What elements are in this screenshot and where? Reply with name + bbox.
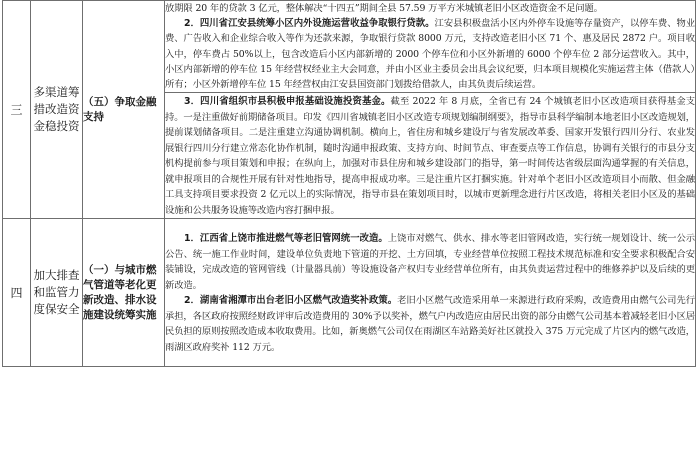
table-row-4	[3, 219, 696, 367]
row-4-case-2-text: 老旧小区燃气改造采用单一来源进行政府采购，改造费用由燃气公司先行承担，各区政府按照经财政评审后改造费用的 30%予以奖补，燃气户内改造应由居民出资的部分由燃气公司基本着减轻老旧小区居民负担的原则按照改造成本收取费用。比如，新奥燃气公司仅在雨湖区车站路美好社区就投入 375 万元完成了片区内的燃气改造，雨湖区政府奖补 112 万元。	[165, 295, 695, 353]
row-3-case-2-lead: 2．四川省江安县统筹小区内外设施运营收益争取银行贷款。	[184, 18, 435, 30]
row-4-case-1-lead: 1．江西省上饶市推进燃气等老旧管网统一改造。	[184, 233, 388, 245]
row-3-case-2-paragraph	[165, 16, 695, 92]
row-number-4: 四	[3, 219, 31, 367]
row-3-continuation-text: 放期限 20 年的贷款 3 亿元，整体解决“十四五”期间全县 57.59 万平方米城镇老旧小区改造资金不足问题。	[165, 3, 603, 14]
row-subcategory-3: （五）争取金融支持	[83, 1, 165, 219]
row-4-case-1-paragraph	[165, 231, 695, 293]
row-4-case-1-text: 上饶市对燃气、供水、排水等老旧管网改造，实行统一规划设计、统一公示公告、统一施工作业时间，建设单位负责地下管道的开挖、土方回填，专业经营单位按照工程技术规范标准和安全要求积极配合安装铺设，完成改造的管网管线（计量器具前）等设施设备产权归专业经营单位所有，由其负责运营过程中的维修养护以及后续的更新改造。	[165, 233, 695, 291]
row-4-case-2-paragraph	[165, 293, 695, 355]
row-number-3: 三	[3, 1, 31, 219]
row-3-case-3-text: 截至 2022 年 8 月底，全省已有 24 个城镇老旧小区改造项目获得基金支持。一是注重做好前期储备项目。印发《四川省城镇老旧小区改造专项规划编制纲要》，指导市县科学编制本地老旧小区改造规划，提前谋划储备项目。二是注重建立沟通协调机制。横向上，省住房和城乡建设厅与省发展改革委、国家开发银行四川分行、农业发展银行四川分行建立常态化协作机制，随时沟通申报政策、支持方向、时间节点、审查要点等工作信息，协调有关银行的市县分支机构提前参与项目策划和申报；在纵向上，加强对市县住房和城乡建设部门的指导，第一时间传达省级层面沟通掌握的有关信息，就申报项目的合规性开展有针对性地指导，提高申报成功率。三是注重片区打捆实施。针对单个老旧小区改造项目小而散、但金融工具支持项目要求投资 2 亿元以上的实际情况，指导市县在策划项目时，以城市更新理念进行片区改造，将相关老旧小区及的基础设施和公共服务设施等改造内容打捆申报。	[165, 96, 695, 216]
row-4-content	[165, 219, 696, 367]
row-category-4: 加大排查和监管力度保安全	[31, 219, 83, 367]
row-3-case-3-paragraph	[165, 94, 695, 218]
row-4-case-2-lead: 2．湖南省湘潭市出台老旧小区燃气改造奖补政策。	[184, 295, 398, 307]
table-row-3-part-1	[3, 1, 696, 93]
policy-table	[2, 0, 696, 367]
row-3-case-2-text: 江安县积极盘活小区内外停车设施等存量资产，以停车费、物业费、广告收入和企业综合收入等作为还款来源，争取银行贷款 8000 万元，支持改造老旧小区 71 个、惠及居民 2872 户。项目收入中，停车费占 50%以上，包含改造后小区内部新增的 2000 个停车位和小区外新增的 6000 个停车位 2 部分运营收入。其中，小区内部新增的停车位 15 年经营权经业主大会同意，并由小区业主委员会出具会议纪要，归本项目规模化实施运营主体（借款人）所有；小区外新增停车位 15 年经营权由江安县国资部门划拨给借款人，由其负责后续运营。	[165, 18, 695, 91]
row-3-case-3-lead: 3．四川省组织市县积极申报基础设施投资基金。	[184, 96, 391, 108]
row-subcategory-4: （一）与城市燃气管道等老化更新改造、排水设施建设统筹实施	[83, 219, 165, 367]
row-category-3: 多渠道筹措改造资金稳投资	[31, 1, 83, 219]
row-3-content-block-1	[165, 1, 696, 93]
row-3-content-block-2	[165, 93, 696, 219]
